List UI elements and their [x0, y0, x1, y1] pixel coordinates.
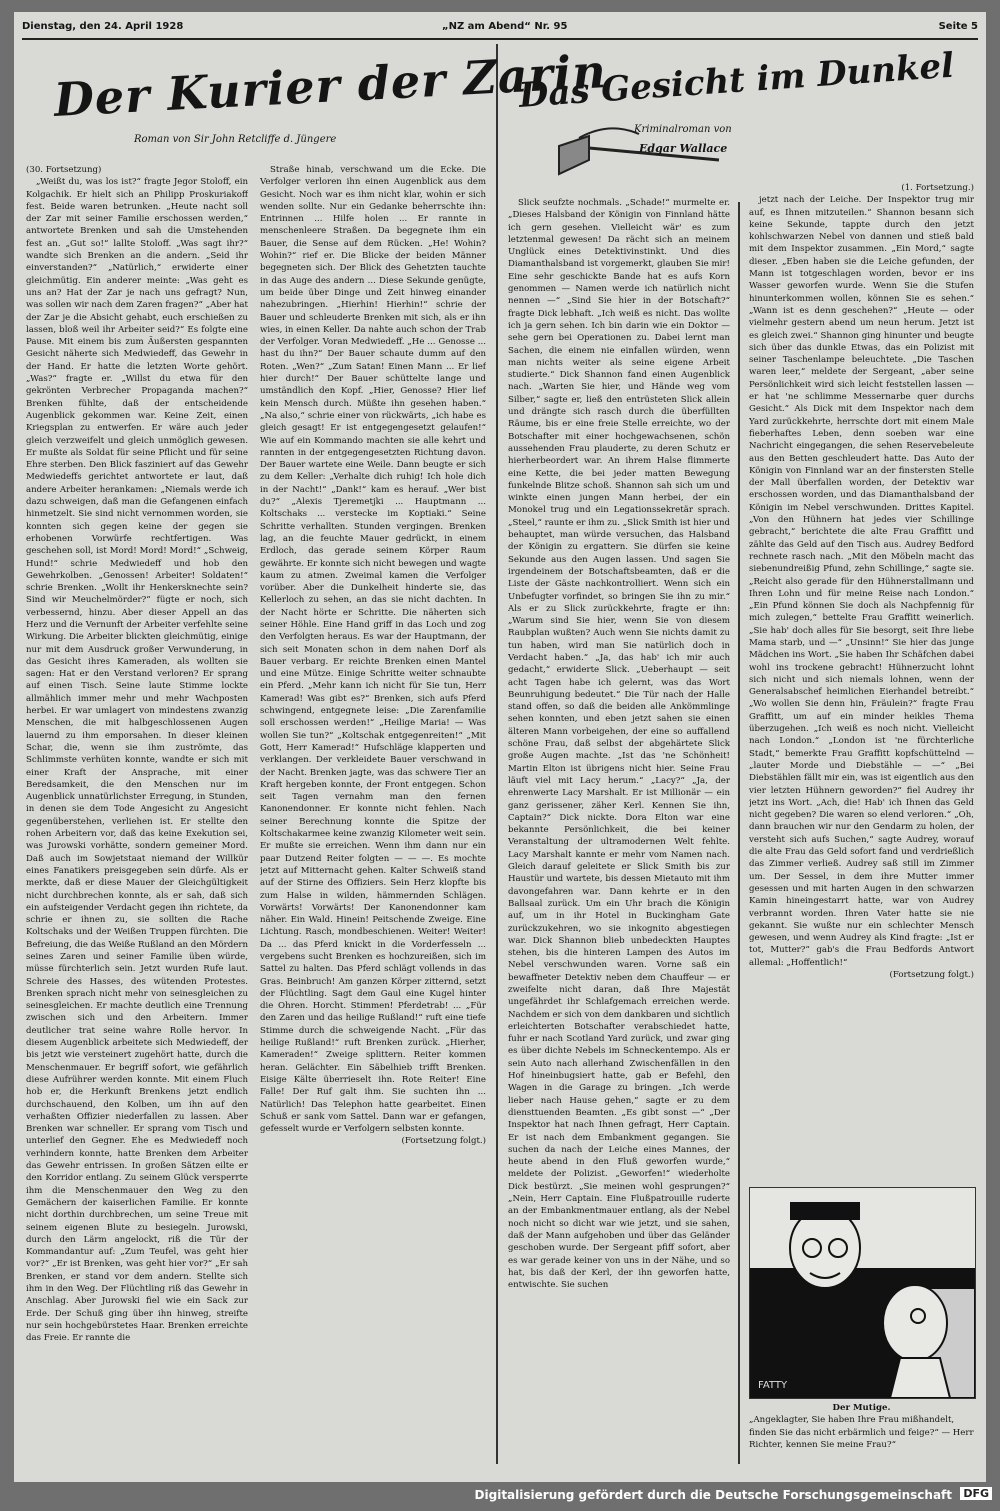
- cartoon-title: Der Mutige.: [832, 1403, 891, 1413]
- story2-title-block: [517, 45, 974, 186]
- story2-author: Edgar Wallace: [639, 142, 728, 155]
- footer-text: Digitalisierung gefördert durch die Deutsche Forschungsgemeinschaft: [474, 1488, 952, 1502]
- page-header: [22, 18, 978, 40]
- cartoon-text: „Angeklagter, Sie haben Ihre Frau mißhandelt, finden Sie das nicht erbärmlich und feige?“ — Herr Richter, kennen Sie meine Frau?“: [749, 1415, 974, 1450]
- story1-column-1: [26, 164, 248, 1474]
- newspaper-page: [14, 12, 986, 1482]
- header-paper-issue: „NZ am Abend“ Nr. 95: [442, 21, 568, 32]
- story2-title: Das Gesicht im Dunkel: [517, 45, 956, 116]
- story1-end-note: (Fortsetzung folgt.): [401, 1136, 486, 1147]
- story1-text-col1: „Weißt du, was los ist?“ fragte Jegor Stoloff, ein Kolgachik. Er hielt sich an Philipp Proskuriakoff fest. Beide waren betrunken. „Heute nacht soll der Zar mit seiner Familie erschossen werden,“ antwortete Brenken und sah die Umstehenden fest an. „Gut so!“ lallte Stoloff. „Was sagt ihr?“ wandte sich Brenken an die andern. „Seid ihr einverstanden?“ „Natürlich,“ erwiderte einer gleichmütig. Ein anderer meinte: „Was geht es uns an? Hat der Zar je nach uns gefragt? Nun, was sollen wir nach dem Zaren fragen?“ „Aber hat der Zar je die Absicht gehabt, euch erschießen zu lassen, bloß weil ihr Arbeiter seid?“ Es folgte eine Pause. Mit einem bis zum Äußersten gespannten Gesicht näherte sich Medwiedeff, das Gewehr in der Hand. Er hatte die letzten Worte gehört. „Was?“ fragte er. „Willst du etwa für den gekrönten Verbrecher Propaganda machen?“ Brenken fühlte, daß der entscheidende Augenblick gekommen war. Keine Zeit, einen Kriegsplan zu entwerfen. Er wäre auch jeder gleich verzweifelt und gleich unmöglich gewesen. Er mußte als Soldat für seine Pflicht und für seine Ehre sterben. Den Blick fasziniert auf das Gewehr Medwiedeffs gerichtet antwortete er laut, daß andere Arbeiter herankamen: „Niemals werde ich dazu schweigen, daß man die Gefangenen einfach hinmetzelt. Sie sind nicht vernommen worden, sie konnten sich gegen keine der gegen sie erhobenen Vorwürfe rechtfertigen. Was geschehen soll, ist Mord! Mord! Mord!“ „Schweig, Hund!“ schrie Medwiedeff und hob den Gewehrkolben. „Genossen! Arbeiter! Soldaten!“ schrie Brenken. „Wollt ihr Henkersknechte sein? Sind wir Meuchelmörder?“ fügte er noch, sich verbessernd, hinzu. Aber dieser Appell an das Herz und die Vernunft der Arbeiter verfehlte seine Wirkung. Die Arbeiter blickten gleichmütig, einige nur mit dem Ausdruck großer Verwunderung, in das Gesicht ihres Kameraden, als wollten sie sagen: Hat er den Verstand verloren? Er sprang auf einen Tisch. Seine laute Stimme lockte allmählich immer mehr und mehr Wachposten herbei. Er war umlagert von mindestens zwanzig Menschen, die mit halbgeschlossenen Augen lauernd zu ihm emporsahen. In dieser kleinen Schar, die, wenn sie ihm zuströmte, das Schlimmste verhüten konnte, wandte er sich mit einer Kraft der Ansprache, mit einer Beredsamkeit, die den Menschen nur im Augenblick unnatürlichster Erregung, in Stunden, in denen sie dem Tode Angesicht zu Angesicht gegenüberstehen, verliehen ist. Er stellte den rohen Arbeitern vor, daß das keine Exekution sei, was Jurowski vorhätte, sondern gemeiner Mord. Daß auch im Sowjetstaat niemand der Willkür eines Fanatikers preisgegeben sein dürfe. Als er merkte, daß er diese Mauer der Gleichgültigkeit nicht durchbrechen konnte, als er sah, daß sich ein aufsteigender Verdacht gegen ihn richtete, da schrie er ihnen zu, sie sollten die Rache Koltschaks und der Weißen Truppen fürchten. Die Befreiung, die das Weiße Rußland an den Mördern seines Zaren und seiner Familie üben würde, müsse fürchterlich sein. Jetzt wurden Rufe laut. Schreie des Hasses, des wütenden Protestes. Brenken sprach nicht mehr von seinesgleichen zu seinesgleichen. Er machte deutlich eine Trennung zwischen sich und den Arbeitern. Immer deutlicher trat seine wahre Rolle hervor. In diesem Augenblick arbeitete sich Medwiedeff, der bis jetzt wie versteinert zugehört hatte, durch die Menschenmauer. Er begriff sofort, wie gefährlich diese Aufrührer werden konnte. Mit einem Fluch hob er, die Herkunft Brenkens jetzt endlich durchschauend, den Kolben, um ihn auf den verhaßten Offizier niederfallen zu lassen. Aber Brenken war schneller. Er sprang vom Tisch und unterlief den Gegner. Ehe es Medwiedeff noch verhindern konnte, hatte Brenken dem Arbeiter das Gewehr entrissen. In großen Sätzen eilte er den Korridor entlang. Zu seinem Glück versperrte ihm die Menschenmauer den Weg zu den Gemächern der kaiserlichen Familie. Er konnte nicht dorthin durchbrechen, um seine Treue mit seinem eigenen Blute zu besiegeln. Jurowski, durch den Lärm angelockt, riß die Tür der Kommandantur auf: „Zum Teufel, was geht hier vor?“ „Er ist Brenken, was geht hier vor?“ „Er sah Brenken, er stand vor dem andern. Stellte sich ihm in den Weg. Der Flüchtling riß das Gewehr in Anschlag. Aber Jurowski fiel wie ein Sack zur Erde. Der Schuß ging über ihn hinweg, streifte nur sein hochgebürstetes Haar. Brenken erreichte das Freie. Er rannte die: [26, 177, 248, 1344]
- dfg-logo: DFG: [960, 1487, 992, 1500]
- story2-end-note: (Fortsetzung folgt.): [889, 970, 974, 980]
- story1-column-2: [260, 164, 486, 1474]
- story1-continuation: (30. Fortsetzung): [26, 165, 102, 175]
- cartoon-illustration: [749, 1187, 976, 1399]
- story2-column-1: [508, 197, 730, 1474]
- cartoon-drawing: [750, 1188, 975, 1398]
- column-rule: [738, 202, 740, 1464]
- story1-subtitle: Roman von Sir John Retcliffe d. Jüngere: [134, 134, 337, 145]
- story2-text-col4: jetzt nach der Leiche. Der Inspektor trug mir auf, es Ihnen mitzuteilen.“ Shannon besann sich keine Sekunde, tappte durch den jetzt kohlschwarzen Nebel von dannen und stieß bald mit dem Inspektor zusammen. „Ein Mord,“ sagte dieser. „Eben haben sie die Leiche gefunden, der Mann ist totgeschlagen worden, bevor er ins Wasser geworfen wurde. Wenn Sie die Stufen hinunterkommen wollen, können Sie es sehen.“ „Wann ist es denn geschehen?“ „Heute — oder vielmehr gestern abend um neun herum. Jetzt ist es gleich zwei.“ Shannon ging hinunter und beugte sich über das dunkle Etwas, das ein Polizist mit seiner Taschenlampe beleuchtete. „Die Taschen waren leer,“ meldete der Sergeant, „aber seine Persönlichkeit wird sich leicht feststellen lassen — er hat 'ne schlimme Messernarbe quer durchs Gesicht.“ Als Dick mit dem Inspektor nach dem Yard zurückkehrte, herrschte dort mit einem Male fieberhaftes Leben, denn soeben war eine Nachricht eingegangen, die sehen Reservebeleute aus den Betten geschleudert hatte. Das Auto der Königin von Finnland war an der finstersten Stelle der Mall überfallen worden, der Detektiv war erschossen worden, und das Diamanthalsband der Königin im Nebel verschwunden. Drittes Kapitel. „Von den Hühnern hat jedes vier Schillinge gebracht,“ berichtete die alte Frau Graffitt und zählte das Geld auf den Tisch aus. Audrey Bedford rechnete rasch nach. „Mit den Möbeln macht das siebenundreißig Pfund, zehn Schillinge,“ sagte sie. „Reicht also gerade für den Hühnerstallmann und Ihren Lohn und für meine Reise nach London.“ „Ein Pfund können Sie doch als Nachpfennig für mich zulegen,“ bettelte Frau Graffitt weinerlich. „Sie hab' doch alles für Sie besorgt, seit Ihre liebe Mama starb, und —“ „Unsinn!“ Sie hier das junge Mädchen ins Wort. „Sie haben Ihr Schäfchen dabei wohl ins trockene gebracht! Hühnerzucht lohnt sich nicht und sich niemals lohnen, wenn der Generalsabschef heimlichen Eierhandel betreibt.“ „Wo wollen Sie denn hin, Fräulein?“ fragte Frau Graffitt, um auf ein minder heikles Thema überzugehen. „Ich weiß es noch nicht. Vielleicht nach London.“ „London ist 'ne fürchterliche Stadt,“ bemerkte Frau Graffitt kopfschüttelnd — „lauter Morde und Diebstähle — —“ „Bei Diebstählen fällt mir ein, was ist eigentlich aus den vier letzten Hühnern geworden?“ fiel Audrey ihr jetzt ins Wort. „Ach, die! Hab' ich Ihnen das Geld nicht gegeben? Die waren so elend verloren.“ „Oh, dann brauchen wir nur den Gendarm zu holen, der versteht sich aufs Suchen,“ sagte Audrey, worauf die alte Frau das Geld sofort fand und verdrießlich das Zimmer verließ. Audrey saß still im Zimmer um. Der Sessel, in dem ihre Mutter immer gesessen und mit harten Augen in den schwarzen Kamin hineingestarrt hatte, war von Audrey verbrannt worden. Ihren Vater hatte sie nie gekannt. Sie wußte nur ein schlechter Mensch gewesen, und wenn Audrey als Kind fragte: „Ist er tot, Mutter?“ gab's die Frau Bedfords Antwort allemal: „Hoffentlich!“: [749, 195, 974, 968]
- story2-subtitle: Kriminalroman von: [634, 124, 732, 135]
- story2-column-2: [749, 182, 974, 1172]
- digitization-footer: [0, 1486, 1000, 1511]
- cartoon-caption: [749, 1402, 974, 1451]
- header-date: Dienstag, den 24. April 1928: [22, 21, 184, 32]
- header-page-number: Seite 5: [938, 21, 978, 32]
- story2-text-col3: Slick seufzte nochmals. „Schade!“ murmelte er. „Dieses Halsband der Königin von Finnland hätte ich gern gesehen. Vielleicht wär' es zum letztenmal gewesen! Da rächt sich an meinem Unglück eines Detektivinstinkt. Und dies Diamanthalsband ist vorgemerkt, glauben Sie mir! Eine sehr geschickte Bande hat es aufs Korn genommen — Namen werde ich natürlich nicht nennen —“ „Sind Sie hier in der Botschaft?“ fragte Dick lebhaft. „Ich weiß es nicht. Das wollte ich ja gern sehen. Ich bin darin wie ein Doktor — sehe gern bei Operationen zu. Dabei lernt man Sachen, die einem nie einfallen würden, wenn man nichts weiter als seine eigene Arbeit studierte.“ Dick Shannon fand einen Augenblick nach. „Warten Sie hier, und Hände weg vom Silber,“ sagte er, ließ den entrüsteten Slick allein und drängte sich rasch durch die überfüllten Räume, bis er eine freie Stelle erreichte, wo der Botschafter mit einer hochgewachsenen, schön aussehenden Frau plauderte, zu deren Schutz er hierherbeordert war. An ihrem Halse flimmerte eine Kette, die bei jeder matten Bewegung funkelnde Blitze schoß. Shannon sah sich um und winkte einen jungen Mann herbei, der ein Monokel trug und ein Legationssekretär sprach. „Steel,“ raunte er ihm zu. „Slick Smith ist hier und behauptet, man würde versuchen, das Halsband der Königin zu ergattern. Sie dürfen sie keine Sekunde aus den Augen lassen. Und sagen Sie irgendeinem der Botschaftsbeamten, daß er die Liste der Gäste nachkontrolliert. Wenn sich ein Unbefugter vorfindet, so bringen Sie ihn zu mir.“ Als er zu Slick zurückkehrte, fragte er ihn: „Warum sind Sie hier, wenn Sie von diesem Raubplan wußten? Auch wenn Sie nichts damit zu tun haben, wird man Sie natürlich doch in Verdacht haben.“ „Ja, das hab' ich mir auch gedacht,“ erwiderte Slick. „Ueberhaupt — seit acht Tagen habe ich gelernt, was das Wort Beunruhigung bedeutet.“ Die Tür nach der Halle stand offen, so daß die beiden alle Ankömmlinge sehen konnten, und eben jetzt sahen sie einen älteren Mann vorbeigehen, der eine so auffallend schöne Frau, daß selbst der abgehärtete Slick große Augen machte. „Ist das 'ne Schönheit! Martin Elton ist übrigens nicht hier. Seine Frau läuft viel mit Lacy herum.“ „Lacy?“ „Ja, der ehrenwerte Lacy Marshalt. Er ist Millionär — ein ganz gerissener, zäher Kerl. Kennen Sie ihn, Captain?“ Dick nickte. Dora Elton war eine bekannte Persönlichkeit, die bei keiner Veranstaltung der ultramodernen Welt fehlte. Lacy Marshalt kannte er mehr vom Namen nach. Gleich darauf geleitete er Slick Smith bis zur Haustür und wartete, bis dessen Mietauto mit ihm davongefahren war. Dann kehrte er in den Ballsaal zurück. Um ein Uhr brach die Königin auf, um in ihr Hotel in Buckingham Gate zurückzukehren, wo sie inkognito abgestiegen war. Dick Shannon blieb unbedeckten Hauptes stehen, bis die hinteren Lampen des Autos im Nebel verschwunden waren. Vorne saß ein bewaffneter Detektiv neben dem Chauffeur — er zweifelte nicht daran, daß Ihre Majestät ungefährdet ihr Schlafgemach erreichen werde. Nachdem er sich von dem dankbaren und sichtlich erleichterten Botschafter verabschiedet hatte, fuhr er nach Scotland Yard zurück, und zwar ging es über dichte Nebels im Schneckentempo. Als er sein Auto nach allerhand Zwischenfällen in den Hof hineinbugsiert hatte, gab er Befehl, den Wagen in die Garage zu bringen. „Ich werde lieber nach Hause gehen,“ sagte er zu dem diensttuenden Beamten. „Es gibt sonst —“ „Der Inspektor hat nach Ihnen gefragt, Herr Captain. Er ist nach dem Embankment gegangen. Sie suchen da nach der Leiche eines Mannes, der heute abend in den Fluß geworfen wurde,“ meldete der Polizist. „Geworfen!“ wiederholte Dick bestürzt. „Sie meinen wohl gesprungen?“ „Nein, Herr Captain. Eine Flußpatrouille ruderte an der Embankmentmauer entlang, als der Nebel noch nicht so dicht war wie jetzt, und sie sahen, daß der Mann aufgehoben und über das Geländer geschoben wurde. Der Sergeant pfiff sofort, aber es war gerade keiner von uns in der Nähe, und so hat, bis daß der Kerl, der ihn geworfen hatte, entwischte. Sie suchen: [508, 198, 730, 1291]
- story1-title: Der Kurier der Zarin: [52, 44, 608, 127]
- cartoon-signature: FATTY: [758, 1380, 788, 1391]
- story2-continuation: (1. Fortsetzung.): [901, 183, 974, 193]
- story1-text-col2: Straße hinab, verschwand um die Ecke. Die Verfolger verloren ihn einen Augenblick aus dem Gesicht. Noch war es ihm nicht klar, wohin er sich wenden sollte. Nur ein Gedanke beherrschte ihn: Entrinnen ... Hilfe holen ... Er rannte in menschenleere Straßen. Da begegnete ihm ein Bauer, die Sense auf dem Rücken. „He! Wohin? Wohin?“ rief er. Die Blicke der beiden Männer begegneten sich. Der Blick des Gehetzten tauchte in das Auge des andern ... Diese Sekunde genügte, um beide über Dinge und Zeit hinweg einander nahezubringen. „Hierhin! Hierhin!“ schrie der Bauer und schleuderte Brenken mit sich, als er ihn wies, in einen Keller. Da nahte auch schon der Trab der Verfolger. Voran Medwiedeff. „He ... Genosse ... hast du ihn?“ Der Bauer schaute dumm auf den Roten. „Wen?“ „Zum Satan! Einen Mann ... Er lief hier durch!“ Der Bauer schüttelte lange und umständlich den Kopf. „Hier, Genosse? Hier lief kein Mensch durch. Müßte ihn gesehen haben.“ „Na also,“ schrie einer von rückwärts, „ich habe es gleich gesagt! Er ist entgegengesetzt gelaufen!“ Wie auf ein Kommando machten sie alle kehrt und rannten in der entgegengesetzten Richtung davon. Der Bauer wartete eine Weile. Dann beugte er sich zu dem Keller: „Verhalte dich ruhig! Ich hole dich in der Nacht!“ „Dank!“ kam es herauf. „Wer bist du?“ „Alexis Tjeremetjki ... Hauptmann ... Koltschaks ... verstecke im Koptiaki.“ Seine Schritte verhallten. Stunden vergingen. Brenken lag, an die feuchte Mauer gedrückt, in einem Erdloch, das gerade seinem Körper Raum gewährte. Er konnte sich nicht bewegen und wagte kaum zu atmen. Zweimal kamen die Verfolger vorüber. Aber die Dunkelheit hinderte sie, das Kellerloch zu sehen, an das sie nicht dachten. In der Nacht hörte er Schritte. Die näherten sich seiner Höhle. Eine Hand griff in das Loch und zog den Verfolgten heraus. Es war der Hauptmann, der sich seit Monaten schon in dem nahen Dorf als Bauer verbarg. Er reichte Brenken einen Mantel und eine Mütze. Einige Schritte weiter schnaubte ein Pferd. „Mehr kann ich nicht für Sie tun, Herr Kamerad! Was gibt es?“ Brenken, sich aufs Pferd schwingend, entgegnete leise: „Die Zarenfamilie soll erschossen werden!“ „Heilige Maria! — Was wollen Sie tun?“ „Koltschak entgegenreiten!“ „Mit Gott, Herr Kamerad!“ Hufschläge klapperten und verklangen. Der verkleidete Bauer verschwand in der Nacht. Brenken jagte, was das schwere Tier an Kraft hergeben konnte, der Front entgegen. Schon seit Tagen vernahm man den fernen Kanonendonner. Er konnte nicht fehlen. Nach seiner Berechnung konnte die Spitze der Koltschakarmee keine zwanzig Kilometer weit sein. Er mußte sie erreichen. Wenn ihm dann nur ein paar Dutzend Reiter folgten — — —. Es mochte jetzt auf Mitternacht gehen. Kalter Schweiß stand auf der Stirne des Offiziers. Sein Herz klopfte bis zum Halse in wilden, hämmernden Schlägen. Vorwärts! Vorwärts! Der Kanonendonner kam näher. Ein Wald. Hinein! Peitschende Zweige. Eine Lichtung. Rasch, mondbeschienen. Weiter! Weiter! Da ... das Pferd knickt in die Vorderfesseln ... vergebens sucht Brenken es hochzureißen, sich im Sattel zu halten. Das Pferd schlägt vollends in das Gras. Beinbruch! Am ganzen Körper zitternd, setzt der Flüchtling. Sagt dem Gaul eine Kugel hinter die Ohren. Horcht. Stimmen! Pferdetrab! ... „Für den Zaren und das heilige Rußland!“ ruft eine tiefe Stimme durch die schweigende Nacht. „Für das heilige Rußland!“ ruft Brenken zurück. „Hierher, Kameraden!“ Zweige splittern. Reiter kommen heran. Gelächter. Ein Säbelhieb trifft Brenken. Eisige Kälte überrieselt ihn. Rote Reiter! Eine Falle! Der Ruf galt ihm. Sie suchten ihn ... Natürlich! Das Telephon hatte gearbeitet. Einen Schuß er sank vom Sattel. Dann war er gefangen, gefesselt wurde er Verfolgern selbsten konnte.: [260, 165, 486, 1135]
- story1-title-block: [52, 44, 608, 162]
- column-rule: [496, 44, 498, 1464]
